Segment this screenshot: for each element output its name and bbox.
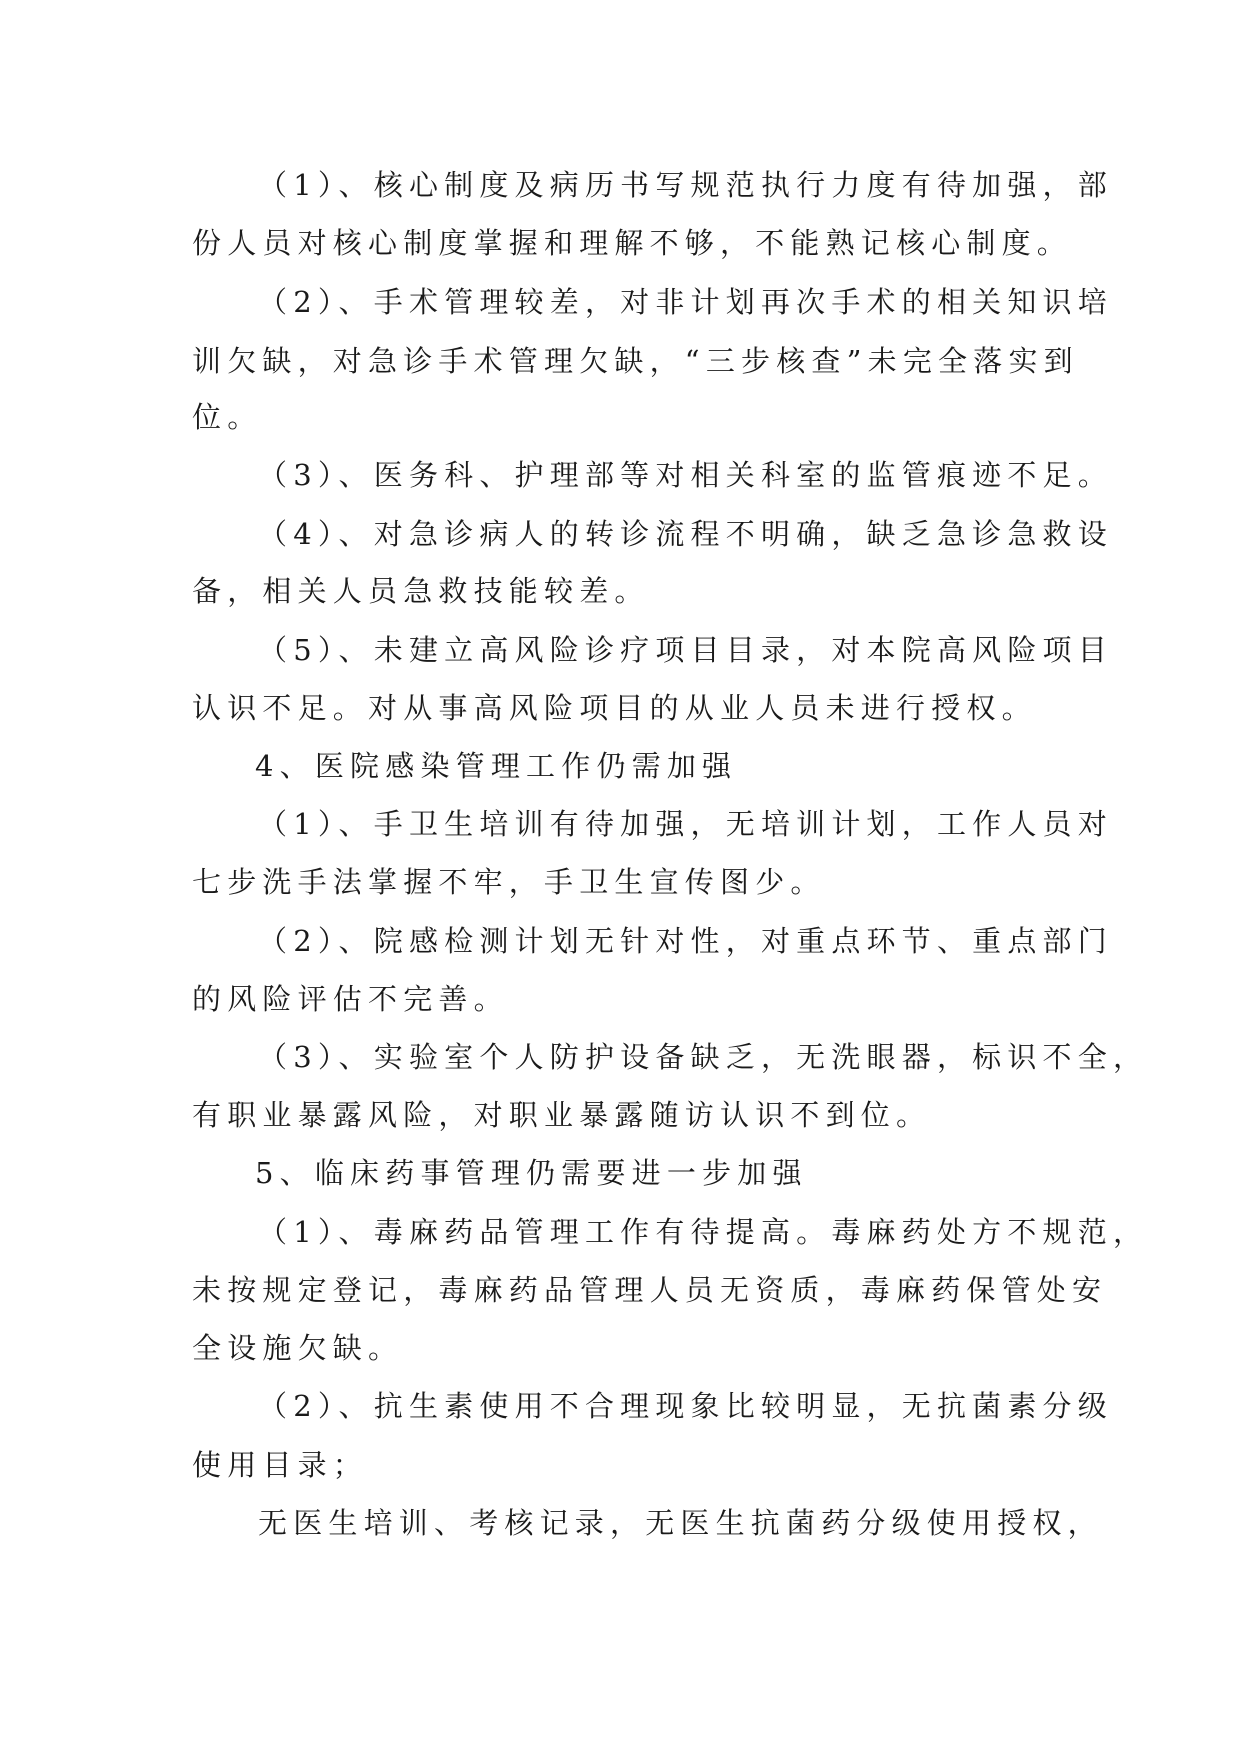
paragraph-line: 有职业暴露风险，对职业暴露随访认识不到位。: [192, 1098, 932, 1132]
paragraph-line: （4）、对急诊病人的转诊流程不明确，缺乏急诊急救设: [258, 517, 1113, 551]
paragraph-line: 备，相关人员急救技能较差。: [192, 574, 650, 608]
paragraph-line: （2）、抗生素使用不合理现象比较明显，无抗菌素分级: [258, 1389, 1113, 1423]
paragraph-line: 未按规定登记，毒麻药品管理人员无资质，毒麻药保管处安: [192, 1273, 1108, 1307]
paragraph-line: （3）、医务科、护理部等对相关科室的监管痕迹不足。: [258, 458, 1113, 492]
paragraph-line: 的风险评估不完善。: [192, 982, 509, 1016]
paragraph-line: （1）、核心制度及病历书写规范执行力度有待加强，部: [258, 168, 1113, 202]
paragraph-line: 使用目录；: [192, 1448, 369, 1482]
paragraph-line: （1）、手卫生培训有待加强，无培训计划，工作人员对: [258, 807, 1113, 841]
paragraph-line: 七步洗手法掌握不牢，手卫生宣传图少。: [192, 865, 826, 899]
paragraph-line: 无医生培训、考核记录，无医生抗菌药分级使用授权，: [258, 1506, 1103, 1540]
section-heading: 5、临床药事管理仍需要进一步加强: [255, 1156, 808, 1190]
section-heading: 4、医院感染管理工作仍需加强: [255, 749, 738, 783]
paragraph-line: 认识不足。对从事高风险项目的从业人员未进行授权。: [192, 691, 1037, 725]
paragraph-line: 全设施欠缺。: [192, 1331, 404, 1365]
paragraph-line: 位。: [192, 400, 263, 434]
paragraph-line: （5）、未建立高风险诊疗项目目录，对本院高风险项目: [258, 633, 1113, 667]
paragraph-line: （2）、院感检测计划无针对性，对重点环节、重点部门: [258, 924, 1113, 958]
paragraph-line: （2）、手术管理较差，对非计划再次手术的相关知识培: [258, 285, 1113, 319]
paragraph-line: （1）、毒麻药品管理工作有待提高。毒麻药处方不规范，: [258, 1215, 1149, 1249]
paragraph-line: （3）、实验室个人防护设备缺乏，无洗眼器，标识不全，: [258, 1040, 1149, 1074]
paragraph-line: 份人员对核心制度掌握和理解不够，不能熟记核心制度。: [192, 226, 1073, 260]
paragraph-line: 训欠缺，对急诊手术管理欠缺，“三步核查”未完全落实到: [192, 344, 1079, 378]
